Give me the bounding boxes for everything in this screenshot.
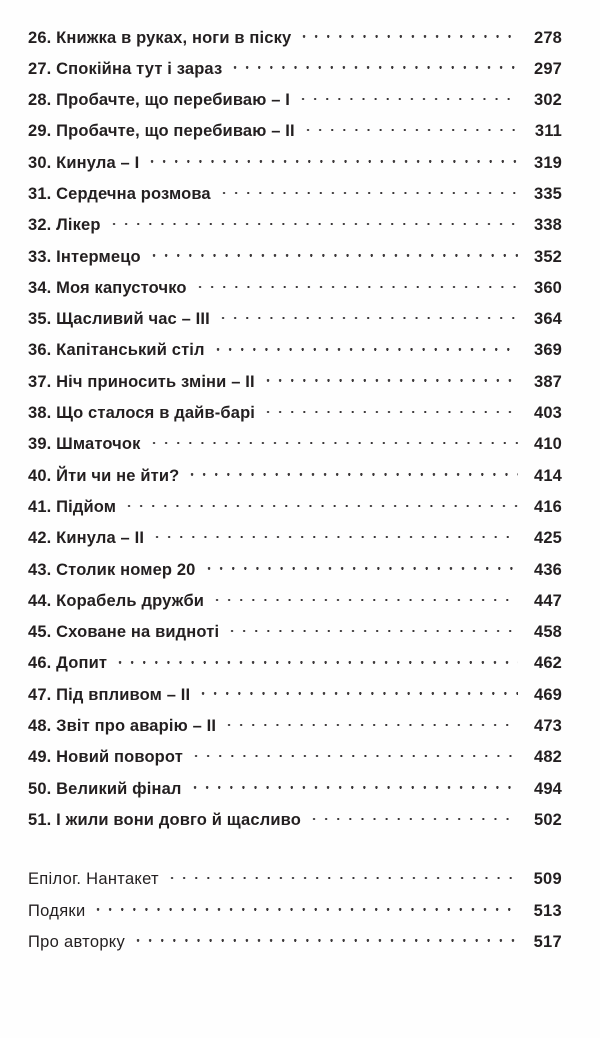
toc-entry-page-number: 387: [534, 372, 562, 391]
toc-entry-title: 26. Книжка в руках, ноги в піску: [28, 28, 292, 47]
toc-entry[interactable]: [28, 276, 562, 307]
toc-entry-title: 40. Йти чи не йти?: [28, 466, 180, 485]
toc-entry-title: Подяки: [28, 901, 86, 920]
toc-entry-title: Про авторку: [28, 932, 126, 951]
toc-entry-title: 28. Пробачте, що перебиваю – I: [28, 91, 291, 110]
toc-leader-dots: [92, 899, 518, 916]
toc-entry[interactable]: [28, 151, 562, 182]
toc-entry-title: 48. Звіт про аварію – II: [28, 717, 217, 736]
toc-entry-page-number: 297: [534, 59, 562, 78]
toc-entry[interactable]: [28, 930, 562, 961]
toc-entry[interactable]: [28, 464, 562, 495]
toc-leader-dots: [186, 464, 518, 481]
toc-entry-page-number: 447: [534, 591, 562, 610]
toc-leader-dots: [212, 339, 518, 356]
toc-entry[interactable]: [28, 339, 562, 370]
toc-entry-title: 44. Корабель дружби: [28, 591, 205, 610]
toc-entry-title: 37. Ніч приносить зміни – II: [28, 372, 255, 391]
toc-entry-page-number: 311: [534, 122, 562, 141]
toc-entry[interactable]: [28, 652, 562, 683]
toc-entry[interactable]: [28, 433, 562, 464]
toc-entry-list: [28, 26, 562, 962]
toc-entry[interactable]: [28, 808, 562, 839]
toc-entry-page-number: 403: [534, 404, 562, 423]
toc-entry[interactable]: [28, 899, 562, 930]
toc-leader-dots: [123, 495, 518, 512]
toc-entry-title: 39. Шматочок: [28, 435, 141, 454]
toc-entry-page-number: 469: [534, 685, 562, 704]
toc-entry[interactable]: [28, 370, 562, 401]
toc-entry[interactable]: [28, 26, 562, 57]
toc-entry[interactable]: [28, 715, 562, 746]
toc-leader-dots: [298, 26, 518, 43]
toc-entry-page-number: 335: [534, 184, 562, 203]
toc-leader-dots: [148, 245, 518, 262]
toc-entry[interactable]: [28, 683, 562, 714]
toc-entry[interactable]: [28, 589, 562, 620]
toc-entry-page-number: 462: [534, 654, 562, 673]
toc-entry-title: 38. Що сталося в дайв-барі: [28, 404, 256, 423]
toc-leader-dots: [166, 868, 518, 885]
toc-entry-title: 47. Під впливом – II: [28, 685, 191, 704]
toc-leader-dots: [226, 621, 518, 638]
toc-leader-dots: [197, 683, 518, 700]
toc-entry-title: 50. Великий фінал: [28, 779, 182, 798]
toc-entry-page-number: 410: [534, 435, 562, 454]
toc-entry-title: 41. Підйом: [28, 497, 117, 516]
toc-entry-page-number: 302: [534, 91, 562, 110]
toc-entry[interactable]: [28, 57, 562, 88]
toc-entry-title: 31. Сердечна розмова: [28, 184, 211, 203]
toc-entry[interactable]: [28, 120, 562, 151]
toc-entry-page-number: 494: [534, 779, 562, 798]
toc-leader-dots: [190, 746, 518, 763]
toc-leader-dots: [194, 276, 518, 293]
toc-leader-dots: [229, 57, 518, 74]
toc-entry[interactable]: [28, 527, 562, 558]
toc-entry-title: 29. Пробачте, що перебиваю – II: [28, 122, 295, 141]
toc-entry[interactable]: [28, 214, 562, 245]
toc-entry-page-number: 502: [534, 810, 562, 829]
toc-leader-dots: [211, 589, 518, 606]
toc-entry-title: 42. Кинула – II: [28, 529, 145, 548]
toc-entry-title: Епілог. Нантакет: [28, 870, 159, 889]
toc-entry[interactable]: [28, 245, 562, 276]
toc-entry[interactable]: [28, 868, 562, 899]
toc-entry-page-number: 513: [533, 901, 562, 920]
toc-entry-page-number: 517: [533, 932, 562, 951]
toc-entry[interactable]: [28, 308, 562, 339]
toc-leader-dots: [146, 151, 518, 168]
toc-entry-title: 36. Капітанський стіл: [28, 341, 205, 360]
toc-entry-page-number: 319: [534, 153, 562, 172]
toc-entry[interactable]: [28, 777, 562, 808]
toc-entry-page-number: 414: [534, 466, 562, 485]
toc-entry-page-number: 278: [534, 28, 562, 47]
toc-leader-dots: [189, 777, 518, 794]
toc-entry-page-number: 416: [534, 497, 562, 516]
toc-section-gap: [28, 840, 562, 868]
toc-entry[interactable]: [28, 621, 562, 652]
toc-leader-dots: [223, 715, 518, 732]
toc-leader-dots: [218, 182, 518, 199]
toc-entry-title: 49. Новий поворот: [28, 748, 183, 767]
toc-entry-title: 51. І жили вони довго й щасливо: [28, 810, 301, 829]
toc-entry[interactable]: [28, 182, 562, 213]
toc-leader-dots: [308, 808, 518, 825]
toc-entry-title: 27. Спокійна тут і зараз: [28, 59, 223, 78]
toc-entry[interactable]: [28, 495, 562, 526]
toc-entry-title: 45. Сховане на видноті: [28, 623, 220, 642]
toc-leader-dots: [148, 433, 518, 450]
toc-entry-page-number: 425: [534, 529, 562, 548]
toc-leader-dots: [203, 558, 518, 575]
toc-entry-title: 34. Моя капусточко: [28, 278, 187, 297]
toc-entry-page-number: 364: [534, 310, 562, 329]
toc-entry-page-number: 436: [534, 560, 562, 579]
toc-entry-title: 43. Столик номер 20: [28, 560, 196, 579]
toc-leader-dots: [151, 527, 518, 544]
toc-entry-page-number: 369: [534, 341, 562, 360]
toc-entry-page-number: 458: [534, 623, 562, 642]
toc-entry[interactable]: [28, 402, 562, 433]
toc-leader-dots: [297, 89, 518, 106]
toc-leader-dots: [132, 930, 518, 947]
toc-entry-title: 30. Кинула – I: [28, 153, 140, 172]
toc-entry[interactable]: [28, 746, 562, 777]
toc-entry-title: 35. Щасливий час – III: [28, 310, 210, 329]
toc-entry-page-number: 482: [534, 748, 562, 767]
toc-entry-page-number: 509: [533, 870, 562, 889]
toc-leader-dots: [262, 402, 518, 419]
toc-leader-dots: [262, 370, 518, 387]
toc-entry[interactable]: [28, 89, 562, 120]
toc-entry-page-number: 473: [534, 717, 562, 736]
toc-entry-page-number: 338: [534, 216, 562, 235]
toc-leader-dots: [302, 120, 518, 137]
toc-leader-dots: [217, 308, 518, 325]
toc-entry[interactable]: [28, 558, 562, 589]
toc-entry-page-number: 360: [534, 278, 562, 297]
toc-entry-title: 46. Допит: [28, 654, 108, 673]
toc-entry-title: 33. Інтермецо: [28, 247, 141, 266]
toc-leader-dots: [114, 652, 518, 669]
toc-entry-page-number: 352: [534, 247, 562, 266]
toc-entry-title: 32. Лікер: [28, 216, 101, 235]
toc-leader-dots: [108, 214, 518, 231]
